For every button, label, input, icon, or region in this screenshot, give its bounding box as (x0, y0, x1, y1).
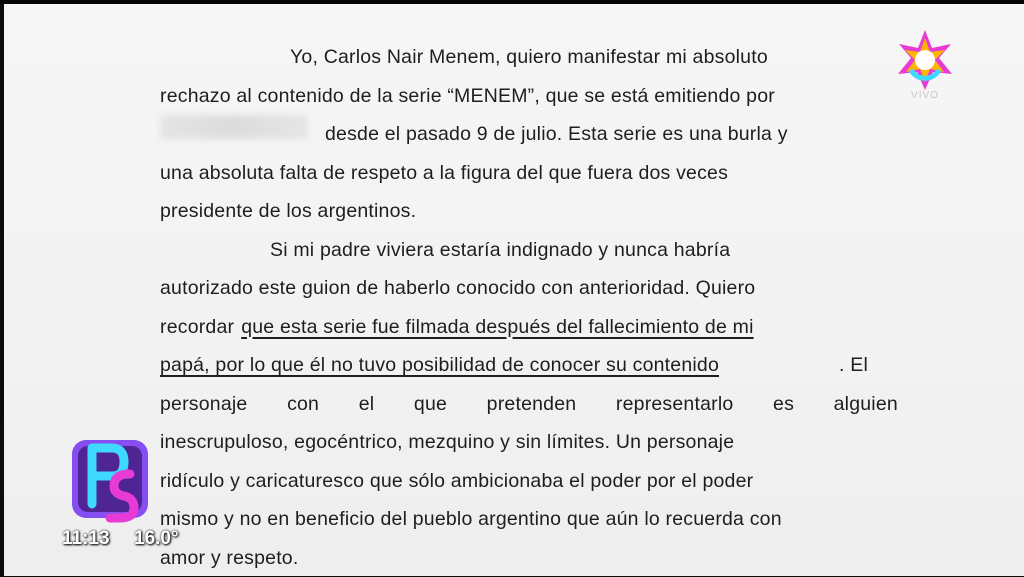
text-line (160, 192, 868, 231)
text-line (160, 385, 868, 424)
channel-logo (890, 28, 960, 108)
line-text: recordar (160, 308, 234, 347)
text-line (160, 77, 868, 116)
text-line (160, 269, 868, 308)
line-text: inescrupuloso, egocéntrico, mezquino y sin límites. Un personaje (160, 423, 734, 462)
underlined-text: papá, por lo que él no tuvo posibilidad de conocer su contenido (160, 346, 719, 385)
star-logo-icon (890, 28, 960, 92)
line-text: personaje con el que pretenden representarlo es alguien (160, 385, 898, 424)
text-line (160, 231, 868, 270)
text-line (160, 462, 868, 501)
line-text: mismo y no en beneficio del pueblo argentino que aún lo recuerda con (160, 500, 782, 539)
underlined-text: que esta serie fue filmada después del fallecimiento de mi (241, 308, 753, 347)
letter-text (160, 38, 868, 577)
text-line (160, 154, 868, 193)
line-text: una absoluta falta de respeto a la figura del que fuera dos veces (160, 154, 728, 193)
text-line (160, 423, 868, 462)
clock-readout: 11:13 (62, 528, 110, 550)
live-label: VIVO (890, 90, 960, 101)
line-text: Yo, Carlos Nair Menem, quiero manifestar mi absoluto (290, 38, 868, 77)
text-line (160, 539, 868, 577)
line-text: rechazo al contenido de la serie “MENEM”, que se está emitiendo por (160, 77, 775, 116)
show-logo-icon (70, 434, 150, 524)
text-line (160, 308, 868, 347)
line-text: ridículo y caricaturesco que sólo ambicionaba el poder por el poder (160, 462, 753, 501)
line-text: . El (839, 346, 868, 385)
text-line (160, 115, 868, 154)
line-text: presidente de los argentinos. (160, 192, 416, 231)
temperature-readout: 16.0° (134, 528, 179, 550)
text-line (160, 346, 868, 385)
line-text: amor y respeto. (160, 539, 298, 577)
line-text: autorizado este guion de haberlo conocido con anterioridad. Quiero (160, 269, 755, 308)
text-line (160, 38, 868, 77)
show-logo (70, 434, 150, 524)
line-text: desde el pasado 9 de julio. Esta serie es una burla y (325, 115, 868, 154)
line-text: Si mi padre viviera estaría indignado y nunca habría (270, 231, 868, 270)
redacted-channel-name (160, 115, 308, 139)
text-line (160, 500, 868, 539)
